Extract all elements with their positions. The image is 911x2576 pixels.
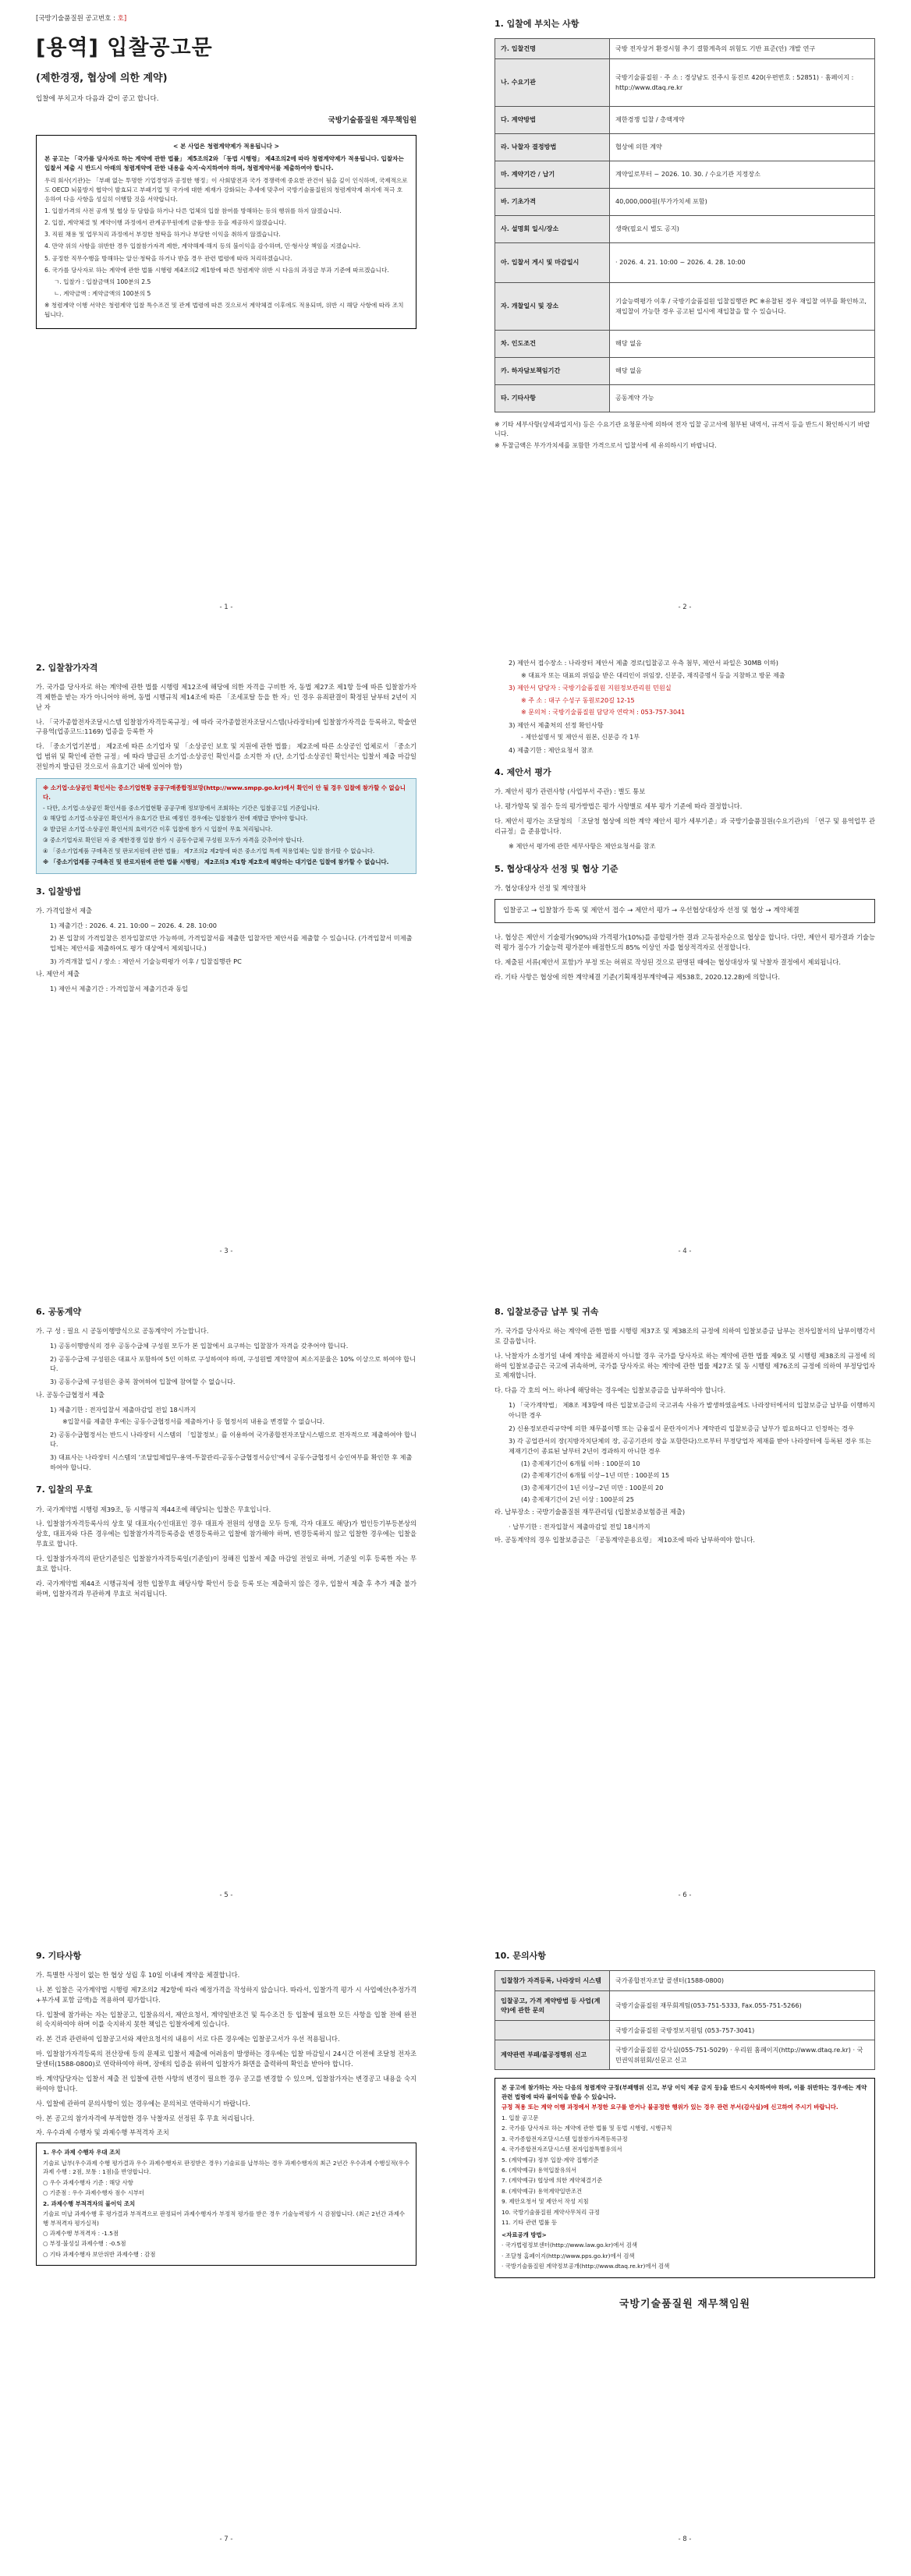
- table-row: [495, 133, 875, 161]
- procedure-box: 입찰공고 → 입찰참가 등록 및 제안서 접수 → 제안서 평가 → 우선협상대상자 선정 및 협상 → 계약체결: [494, 899, 875, 923]
- page-number: - 3 -: [219, 1247, 233, 1255]
- notice-number: [국방기술품질원 공고번호 : 호]: [36, 15, 127, 23]
- table-row: [495, 1990, 875, 2020]
- box-line: ※ 소기업·소상공인 확인서는 중소기업현황 공공구매종합정보망(http://www.smpp.go.kr)에서 확인이 안 될 경우 입찰에 참가할 수 없습니다.: [43, 784, 406, 801]
- row-value: 국방기술품질원 재무회계팀(053-751-5333, Fax.055-751-5266): [610, 1990, 875, 2020]
- row-key: 카. 하자담보책임기간: [495, 357, 610, 384]
- list-item: 다. 제안서 평가는 조달청의 「조달청 협상에 의한 계약 제안서 평가 세부기준」과 국방기술품질원(수요기관)의 「연구 및 용역업무 관리규정」을 준용합니다.: [494, 817, 875, 835]
- box-line: 6. 국가를 당사자로 하는 계약에 관한 법률 시행령 제4조의2 제1항에 따른 청렴계약 위반 시 다음의 과징금 부과 기준에 따르겠습니다.: [44, 266, 389, 274]
- page-number: - 8 -: [678, 2535, 692, 2543]
- table-row: [495, 2020, 875, 2040]
- box-line: · 국방기술품질원 계약정보공개(http://www.dtaq.re.kr)에서 검색: [502, 2263, 670, 2270]
- page-1: [16, 0, 437, 624]
- list-item: ※ 문의처 : 국방기술품질원 담당자 연락처 : 053-757-3041: [521, 709, 686, 717]
- list-item: 가. 제안서 평가 관련사항 (사업부서 주관) : 별도 통보: [494, 787, 646, 796]
- list-item: 3) 가격개찰 일시 / 장소 : 제안서 기술능력평가 이후 / 입찰집행관 PC: [50, 957, 242, 965]
- section-heading: 1. 입찰에 부치는 사항: [494, 19, 580, 29]
- row-value: 40,000,000원(부가가치세 포함): [610, 188, 875, 215]
- list-item: 라. 본 건과 관련하여 입찰공고서와 제안요청서의 내용이 서로 다른 경우에는 입찰공고서가 우선 적용됩니다.: [36, 2035, 340, 2043]
- intro-text: 입찰에 부치고자 다음과 같이 공고 합니다.: [36, 95, 159, 104]
- box-line: 3. 직원 채용 및 업무처리 과정에서 부정한 청탁을 하거나 부당한 이익을 취하지 않겠습니다.: [44, 231, 281, 239]
- sme-notice-box: [36, 778, 417, 874]
- row-key: 사. 설명회 일시/장소: [495, 215, 610, 242]
- list-item: 나. 협상은 제안서 기술평가(90%)와 가격평가(10%)를 종합평가한 결과 고득점자순으로 협상을 합니다. 다만, 제안서 평가결과 기술능력 평가 점수가 기술능력 평가분야 배점한도의 85% 이상인 자를 협상적격자로 선정합니다.: [494, 933, 875, 951]
- box-line: <자료공개 방법>: [502, 2231, 547, 2238]
- list-item: 다. 입찰참가자격의 판단기준일은 입찰참가자격등록일(기준일)이 정해진 입찰서 제출 마감일 전일로 하며, 기준일 이후 등록한 자는 무효로 합니다.: [36, 1554, 417, 1573]
- table-row: [495, 1971, 875, 1991]
- page-number: - 1 -: [219, 603, 233, 611]
- page-6: [474, 1288, 895, 1912]
- list-item: 4) 제출기한 : 제안요청서 참조: [509, 745, 594, 754]
- row-key: 바. 기초가격: [495, 188, 610, 215]
- table-row: [495, 2040, 875, 2070]
- row-value: 해당 없음: [610, 330, 875, 357]
- contact-table: [494, 1970, 875, 2070]
- list-item: (2) 총제재기간이 6개월 이상~1년 미만 : 100분의 15: [521, 1472, 670, 1480]
- box-line: 4. 국가종합전자조달시스템 전자입찰특별유의서: [502, 2146, 622, 2153]
- list-item: 3) 각 공업관서의 장(지방자치단체의 장, 공공기관의 장을 포함한다)으로부터 부정당업자 제재를 받아 나라장터에 등록된 경우 또는 제재기간이 종료된 날부터 2년이 경과하지 아니한 경우: [509, 1437, 872, 1456]
- list-item: - 제안설명서 및 제안서 원본, 신분증 각 1부: [521, 734, 640, 741]
- table-row: [495, 384, 875, 412]
- list-item: ※ 주 소 : 대구 수성구 동원로20길 12-15: [521, 696, 635, 704]
- list-item: 나. 낙찰자가 소정기일 내에 계약을 체결하지 아니할 경우 국가를 당사자로 하는 계약에 관한 법률 제9조 및 시행령 제38조의 규정에 의하여 입찰보증금은 국고에 귀속하며, 국가를 당사자로 하는 계약에 관한 법률 제27조 및 동 시행령 제76조의 규정에 의하여 부정당업자로 제재합니다.: [494, 1351, 875, 1380]
- list-item: 나. 본 입찰은 국가계약법 시행령 제7조의2 제2항에 따라 예정가격을 작성하지 않습니다. 따라서, 입찰가격 평가 시 사업예산(추정가격+부가세 포함 금액)을 적용하여 평가합니다.: [36, 1985, 417, 2004]
- list-item: 가. 국가계약법 시행령 제39조, 동 시행규칙 제44조에 해당되는 입찰은 무효입니다.: [36, 1505, 271, 1513]
- table-row: [495, 242, 875, 282]
- box-line: 2. 국가를 당사자로 하는 계약에 관한 법률 및 동법 시행령, 시행규칙: [502, 2125, 672, 2132]
- title-tag: [용역]: [36, 36, 99, 61]
- note: ※ 기타 세부사항(상세과업지서) 등은 수요기관 요청문서에 의하여 전자 입찰 공고서에 첨부된 내역서, 규격서 등을 반드시 확인하시기 바랍니다.: [494, 420, 870, 437]
- list-item: ※입찰서를 제출한 후에는 공동수급협정서를 제출하거나 등 협정서의 내용을 변경할 수 없습니다.: [62, 1418, 325, 1426]
- row-key: 입찰참가 자격등록, 나라장터 시스템: [495, 1971, 610, 1991]
- row-value: 계약일로부터 ~ 2026. 10. 30. / 수요기관 지정장소: [610, 161, 875, 188]
- page-5: [16, 1288, 437, 1912]
- row-key: 입찰공고, 가격 계약방법 등 사업(계약)에 관한 문의: [495, 1990, 610, 2020]
- list-item: 아. 본 공고의 참가자격에 부적합한 경우 낙찰자로 선정된 후 무효 처리됩니다.: [36, 2114, 255, 2122]
- contractor-policy-box: [36, 2143, 417, 2266]
- list-item: 가. 국가를 당사자로 하는 계약에 관한 법률 시행령 제37조 및 제38조의 규정에 의하여 입찰보증금 납부는 전자입찰서의 납부이행각서로 갈음합니다.: [494, 1327, 875, 1345]
- box-line: 1. 입찰가격의 사전 공개 및 협상 등 담합을 하거나 다른 업체의 입찰 참여를 방해하는 등의 행위를 하지 않겠습니다.: [44, 207, 342, 215]
- box-line: 8. (계약예규) 용역계약일반조건: [502, 2187, 583, 2195]
- row-value: 국방기술품질원 국방정보지원팀 (053-757-3041): [610, 2020, 875, 2040]
- page-7: [16, 1932, 437, 2556]
- table-row: [495, 215, 875, 242]
- section-heading: 7. 입찰의 무효: [36, 1484, 93, 1495]
- box-line: 본 공고는 「국가를 당사자로 하는 계약에 관한 법률」 제5조의2와 「동법 시행령」 제4조의2에 따라 청렴계약제가 적용됩니다. 입찰자는 입찰서 제출 시 반드시 아래의 청렴계약에 관한 내용을 숙지·숙지하여야 하며, 청렴계약서를 제출하여야 합니다.: [44, 155, 404, 172]
- section-heading: 6. 공동계약: [36, 1307, 82, 1317]
- section-heading: 4. 제안서 평가: [494, 767, 551, 778]
- list-item: 나. 「국가종합전자조달시스템 입찰참가자격등록규정」에 따라 국가종합전자조달시스템(나라장터)에 입찰참가자격을 등록하고, 학술연구용역(업종코드:1169) 업종을 등록한 자: [36, 717, 417, 736]
- integrity-contract-box: [36, 135, 417, 329]
- list-item: 1) 「국가계약법」 제8조 제3항에 따른 입찰보증금의 국고귀속 사유가 발생하였음에도 나라장터에서의 입찰보증금 납부를 이행하지 아니한 경우: [509, 1401, 875, 1419]
- box-line: ㄱ. 입찰가 : 입찰금액의 100분의 2.5: [54, 278, 151, 285]
- table-row: [495, 282, 875, 330]
- list-item: 3) 공동수급체 구성원은 중복 참여하여 입찰에 참여할 수 없습니다.: [50, 1378, 236, 1386]
- page-title: [36, 32, 417, 65]
- box-line: 11. 기타 관련 법률 등: [502, 2219, 558, 2227]
- row-key: [495, 2020, 610, 2040]
- box-line: 5. (계약예규) 정부 입찰·계약 집행기준: [502, 2156, 599, 2164]
- section-heading: 10. 문의사항: [494, 1951, 546, 1961]
- list-item: 다. 입찰에 참가하는 자는 입찰공고, 입찰유의서, 제안요청서, 계약일반조건 및 특수조건 등 입찰에 필요한 모든 사항을 입찰 전에 완전히 숙지하여야 하며 이를 숙지하지 못한 책임은 입찰자에게 있습니다.: [36, 2010, 417, 2029]
- box-line: ※ 「중소기업제품 구매촉진 및 판로지원에 관한 법률 시행령」 제2조의3 제1항 제2호에 해당하는 대기업은 입찰에 참가할 수 없습니다.: [43, 858, 389, 865]
- row-value: 협상에 의한 계약: [610, 133, 875, 161]
- box-line: 2. 과제수행 부적격자의 불이익 조치: [43, 2199, 136, 2207]
- row-key: 자. 개찰일시 및 장소: [495, 282, 610, 330]
- section-heading: 8. 입찰보증금 납부 및 귀속: [494, 1307, 599, 1317]
- box-line: · 국가법령정보센터(http://www.law.go.kr)에서 검색: [502, 2242, 637, 2249]
- box-line: 본 공고에 참가하는 자는 다음의 청렴계약 규정(부패행위 신고, 부당 이익 제공 금지 등)을 반드시 숙지하여야 하며, 이를 위반하는 경우에는 계약 관련 법령에 따라 불이익을 받을 수 있습니다.: [502, 2084, 867, 2100]
- box-line: ④ 「중소기업제품 구매촉진 및 판로지원에 관한 법률」 제7조의2 제2항에 따른 중소기업 특례 적용업체는 입찰 참가할 수 없습니다.: [43, 847, 375, 855]
- list-item: 1) 제출기한 : 전자입찰서 제출마감일 전일 18시까지: [50, 1405, 197, 1414]
- box-line: 6. (계약예규) 용역입찰유의서: [502, 2166, 577, 2174]
- list-item: 바. 계약담당자는 입찰서 제출 전 입찰에 관한 사항의 변경이 필요한 경우 공고를 변경할 수 있으며, 입찰참가자는 변경공고 내용을 숙지하여야 합니다.: [36, 2074, 417, 2093]
- row-value: 국가종합전자조달 콜센터(1588-0800): [610, 1971, 875, 1991]
- row-value: 제한경쟁 입찰 / 총액계약: [610, 106, 875, 133]
- row-value: 국방 전자상거 환경시험 추기 결함계측의 위험도 기반 표준(안) 개발 연구: [610, 39, 875, 59]
- box-line: ○ 기타 과제수행자 보안위반 과제수행 : 감점: [43, 2250, 156, 2258]
- list-item: 나. 입찰참가자격등록사의 상호 및 대표자(수인대표인 경우 대표자 전원의 성명을 모두 등재, 각자 대표도 해당)가 법인등기부등본상의 상호, 대표자와 다른 경우에는 입찰참가자격등록증을 변경등록하고 입찰에 참가해야 하며, 변경등록하지 않고 입찰한 경우에는 입찰을 무효로 합니다.: [36, 1520, 417, 1548]
- bid-info-table: [494, 38, 875, 412]
- list-item: 다. 「중소기업기본법」 제2조에 따른 소기업자 및 「소상공인 보호 및 지원에 관한 법률」 제2조에 따른 소상공인 업체로서 「중소기업 범위 및 확인에 관한 규정」에 따라 발급된 소기업·소상공인 확인서를 소지한 자 (단, 소기업·소상공인 확인서는 입찰서 제출 마감일 전일까지 발급된 것으로서 유효기간 내에 있어야 함): [36, 742, 417, 771]
- row-key: 다. 계약방법: [495, 106, 610, 133]
- list-item: 3) 제안서 담당자 : 국방기술품질원 지원정보관리원 민원실: [509, 684, 672, 692]
- list-item: 가. 국가를 당사자로 하는 계약에 관한 법률 시행령 제12조에 해당에 의한 자격을 구비한 자, 동법 제27조 제1항 등에 따른 입찰참가자격 제한을 받는 자가 아니어야 하며, 동법 시행규칙 제14조에 따른 「조세포탈 등을 한 자」인 경우 유죄판결이 확정된 날부터 2년이 지난 자: [36, 683, 417, 711]
- list-item: 가. 특별한 사정이 없는 한 협상 성립 후 10일 이내에 계약을 체결합니다.: [36, 1971, 240, 1980]
- list-item: 1) 제안서 제출기간 : 가격입찰서 제출기간과 동일: [50, 985, 189, 993]
- list-item: 라. 납부장소 : 국방기술품질원 재무관리팀 (입찰보증보험증권 제출): [494, 1508, 686, 1516]
- table-row: [495, 58, 875, 106]
- row-key: 가. 입찰건명: [495, 39, 610, 59]
- box-line: 9. 제안요청서 및 제안서 작성 지침: [502, 2198, 589, 2206]
- list-item: 사. 입찰에 관하여 문의사항이 있는 경우에는 문의처로 연락하시기 바랍니다.: [36, 2099, 250, 2107]
- list-item: 2) 공동수급체 구성원은 대표사 포함하여 5인 이하로 구성하여야 하며, 구성원별 계약참여 최소지분율은 10% 이상으로 하여야 합니다.: [50, 1354, 416, 1373]
- box-line: 1. 우수 과제 수행자 우대 조치: [43, 2149, 121, 2157]
- box-line: 기술료 미납 과제수행 후 평가결과 부적격으로 판정되어 과제수행자가 부정적 평가를 받은 경우 기술능력평가 시 감점합니다. (최근 2년간 과제수행 부적격자 평가실적): [43, 2210, 405, 2227]
- list-item: · 납부기한 : 전자입찰서 제출마감일 전일 18시까지: [509, 1523, 650, 1531]
- note: ※ 투찰금액은 부가가치세를 포함한 가격으로서 입찰서에 세 유의하시기 바랍니다.: [494, 442, 717, 450]
- box-line: 3. 국가종합전자조달시스템 입찰참가자격등록규정: [502, 2135, 628, 2143]
- box-line: ○ 기준점 : 우수 과제수행자 점수 시부터: [43, 2189, 145, 2197]
- list-item: 나. 제안서 제출: [36, 970, 80, 978]
- list-item: 나. 공동수급협정서 제출: [36, 1390, 105, 1399]
- list-item: 라. 국가계약법 제44조 시행규칙에 정한 입찰무효 해당사항 확인서 등을 등록 또는 제출하지 않은 경우, 입찰서 제출 후 추가 제출 불가하며, 입찰자격과 무관하게 무효로 처리됩니다.: [36, 1579, 417, 1598]
- list-item: 마. 입찰참가자격등록의 전산장애 등의 문제로 입찰서 제출에 어려움이 발생하는 경우에는 입찰 마감일시 24시간 이전에 조달청 전자조달센터(1588-0800)로 연락하여야 하며, 장애의 입증을 위하여 입찰자가 화면을 출력하여 확인을 받아야 합니다.: [36, 2050, 417, 2068]
- row-key: 라. 낙찰자 결정방법: [495, 133, 610, 161]
- page-number: - 5 -: [219, 1891, 233, 1899]
- table-row: [495, 357, 875, 384]
- box-line: 우리 회사(기관)는 「부패 없는 투명한 기업경영과 공정한 행정」이 사회발전과 국가 경쟁력에 중요한 관건이 됨을 깊이 인식하며, 국제적으로도 OECD 뇌물방지 협약이 발효되고 부패기업 및 국가에 대한 제재가 강화되는 추세에 맞추어 국방기술품질원의 청렴계약제 취지에 적극 호응하여 다음 사항을 성실히 이행할 것을 서약합니다.: [44, 176, 408, 203]
- box-line: - 다만, 소기업·소상공인 확인서를 중소기업현황 공공구매 정보망에서 조회하는 기간은 입찰공고일 기준입니다.: [43, 804, 320, 812]
- box-line: 규정 적용 또는 계약 이행 과정에서 부정한 요구를 받거나 불공정한 행위가 있는 경우 관련 부서(감사실)에 신고하여 주시기 바랍니다.: [502, 2104, 838, 2111]
- box-line: 10. 국방기술품질원 계약사무처리 규정: [502, 2208, 600, 2216]
- row-key: 차. 인도조건: [495, 330, 610, 357]
- issuer: 국방기술품질원 재무책임원: [328, 116, 417, 126]
- section-heading: 2. 입찰참가자격: [36, 663, 98, 673]
- box-line: 기술료 납부(우수과제 수행 평가결과 우수 과제수행자로 판정받은 경우) 기술료를 납부하는 경우 과제수행자의 최근 2년간 우수과제 수행실적(우수과제 수행 : 2점, 보통 : 1점)을 반영합니다.: [43, 2159, 409, 2176]
- list-item: 자. 우수과제 수행자 및 과제수행 부적격자 조치: [36, 2128, 169, 2137]
- list-item: ※ 제안서 평가에 관한 세부사항은 제안요청서를 참조: [509, 841, 656, 850]
- box-line: 1. 입찰 공고문: [502, 2114, 539, 2121]
- page-number: - 6 -: [678, 1891, 692, 1899]
- list-item: (3) 총제재기간이 1년 이상~2년 미만 : 100분의 20: [521, 1484, 664, 1491]
- box-line: 7. (계약예규) 협상에 의한 계약체결기준: [502, 2177, 603, 2185]
- list-item: ※ 대표자 또는 대표의 위임을 받은 대리인이 위임장, 신분증, 재직증명서 등을 지참하고 방문 제출: [521, 671, 785, 679]
- references-box: [494, 2078, 875, 2277]
- box-line: ○ 과제수행 부적격자 : -1.5점: [43, 2229, 119, 2237]
- subtitle: (제한경쟁, 협상에 의한 계약): [36, 73, 168, 85]
- list-item: 가. 협상대상자 선정 및 계약절차: [494, 883, 587, 892]
- row-value: 국방기술품질원 감사실(055-751-5029) · 우리원 홈페이지(http://www.dtaq.re.kr) · 국민권익위원회/신문고 신고: [610, 2040, 875, 2070]
- list-item: 1) 제출기간 : 2026. 4. 21. 10:00 ~ 2026. 4. 28. 10:00: [50, 921, 218, 929]
- list-item: 1) 공동이행방식의 경우 공동수급체 구성원 모두가 본 입찰에서 요구하는 입찰참가 자격을 갖추어야 합니다.: [50, 1341, 349, 1350]
- list-item: 2) 공동수급협정서는 반드시 나라장터 시스템의 「입찰정보」를 이용하여 국가종합전자조달시스템으로 전자적으로 제출하여야 합니다.: [50, 1430, 417, 1449]
- box-line: ③ 중소기업자로 확인된 자 중 제한경쟁 입찰 참가 시 공동수급체 구성원 모두가 자격을 갖추어야 합니다.: [43, 837, 304, 844]
- page-8: [474, 1932, 895, 2556]
- list-item: 다. 제출된 서류(제안서 포함)가 부정 또는 허위로 작성된 것으로 판명된 때에는 협상대상자 및 낙찰자 결정에서 제외됩니다.: [494, 957, 842, 966]
- list-item: 마. 공동계약의 경우 입찰보증금은 「공동계약운용요령」 제10조에 따라 납부하여야 합니다.: [494, 1535, 756, 1544]
- list-item: 가. 구 성 : 필요 시 공동이행방식으로 공동계약이 가능합니다.: [36, 1327, 209, 1336]
- list-item: 3) 제안서 제출처의 선정 확인사항: [509, 720, 604, 729]
- box-line: ○ 우수 과제수행자 기준 : 해당 사항: [43, 2178, 133, 2186]
- title-text: 입찰공고문: [107, 36, 213, 61]
- list-item: 가. 가격입찰서 제출: [36, 906, 93, 915]
- table-row: [495, 188, 875, 215]
- row-key: 타. 기타사항: [495, 384, 610, 412]
- box-line: ※ 청렴계약 이행 서약은 청렴계약 입찰 특수조건 및 관계 법령에 따른 것으로서 계약체결 이후에도 적용되며, 위반 시 해당 사항에 따라 조치됩니다.: [44, 302, 404, 319]
- row-key: 나. 수요기관: [495, 58, 610, 106]
- box-heading: < 본 사업은 청렴계약제가 적용됩니다 >: [173, 143, 279, 150]
- list-item: 3) 대표사는 나라장터 시스템의 '조달업체업무-용역-투찰관리-공동수급협정서승인'에서 공동수급협정서 승인여부를 확인한 후 제출하여야 합니다.: [50, 1453, 413, 1471]
- row-value: 기술능력평가 이후 / 국방기술품질원 입찰집행관 PC ※유찰된 경우 재입찰 여부를 확인하고, 재입찰이 가능한 경우 공고된 일시에 재입찰을 할 수 있습니다.: [610, 282, 875, 330]
- table-row: [495, 161, 875, 188]
- list-item: (4) 총제재기간이 2년 이상 : 100분의 25: [521, 1495, 634, 1503]
- box-line: ② 발급된 소기업·소상공인 확인서의 효력기간 이후 입찰에 참가 시 입찰이 무효 처리됩니다.: [43, 826, 273, 833]
- table-row: [495, 39, 875, 59]
- footer-issuer: 국방기술품질원 재무책임원: [619, 2298, 751, 2310]
- row-key: 계약관련 부패/불공정행위 신고: [495, 2040, 610, 2070]
- box-line: 2. 입찰, 계약체결 및 계약이행 과정에서 관계공무원에게 금품·향응 등을 제공하지 않겠습니다.: [44, 219, 287, 227]
- list-item: 2) 제안서 접수장소 : 나라장터 제안서 제출 경로(입찰공고 우측 첨부, 제안서 파일은 30MB 이하): [509, 659, 778, 667]
- page-number: - 4 -: [678, 1247, 692, 1255]
- row-value: · 2026. 4. 21. 10:00 ~ 2026. 4. 28. 10:00: [610, 242, 875, 282]
- list-item: 나. 평가항목 및 점수 등의 평가방법은 평가 사항별로 세부 평가 기준에 따라 결정합니다.: [494, 802, 743, 811]
- row-value: 해당 없음: [610, 357, 875, 384]
- box-line: ① 해당업 소기업·소상공인 확인서가 유효기간 만료 예정인 경우에는 입찰참가 전에 재발급 받아야 합니다.: [43, 815, 308, 823]
- page-4: [474, 644, 895, 1268]
- page-number: - 2 -: [678, 603, 692, 611]
- list-item: 라. 기타 사항은 협상에 의한 계약체결 기준(기획재정부계약예규 제538호, 2020.12.28)에 의합니다.: [494, 972, 780, 981]
- list-item: 2) 본 입찰의 가격입찰은 전자입찰로만 가능하며, 가격입찰서를 제출한 입찰자만 제안서를 제출할 수 있습니다. (가격입찰서 미제출 업체는 제안서를 제출하여도 평가 대상에서 제외됩니다.): [50, 934, 413, 952]
- row-value: 생략(필요시 별도 공지): [610, 215, 875, 242]
- box-line: 5. 공정한 직무수행을 방해하는 알선·청탁을 하거나 받을 경우 관련 법령에 따라 처리하겠습니다.: [44, 254, 292, 262]
- list-item: 다. 다음 각 호의 어느 하나에 해당하는 경우에는 입찰보증금을 납부하여야 합니다.: [494, 1386, 726, 1395]
- box-line: · 조달청 홈페이지(http://www.pps.go.kr)에서 검색: [502, 2252, 635, 2259]
- page-number: - 7 -: [219, 2535, 233, 2543]
- section-heading: 5. 협상대상자 선정 및 협상 기준: [494, 863, 619, 874]
- page-3: [16, 644, 437, 1268]
- table-row: [495, 106, 875, 133]
- row-key: 아. 입찰서 게시 및 마감일시: [495, 242, 610, 282]
- box-line: ○ 부정·불성실 과제수행 : -0.5점: [43, 2240, 126, 2248]
- box-line: 4. 만약 위의 사항을 위반한 경우 입찰참가자격 제한, 계약해제·해지 등의 불이익을 감수하며, 민·형사상 책임을 지겠습니다.: [44, 242, 361, 250]
- page-2: [474, 0, 895, 624]
- table-row: [495, 330, 875, 357]
- row-key: 마. 계약기간 / 납기: [495, 161, 610, 188]
- list-item: 2) 신용정보관리규약에 의한 채무불이행 또는 금융질서 문란자이거나 계약관리 입찰보증금 납부가 필요하다고 인정하는 경우: [509, 1424, 855, 1432]
- row-value: 국방기술품질원 · 주 소 : 경상남도 진주시 동진로 420(우편번호 : 52851) · 홈페이지 : http://www.dtaq.re.kr: [610, 58, 875, 106]
- section-heading: 9. 기타사항: [36, 1951, 82, 1961]
- section-heading: 3. 입찰방법: [36, 886, 82, 897]
- box-line: ㄴ. 계약금액 : 계약금액의 100분의 5: [54, 290, 151, 298]
- list-item: (1) 총제재기간이 6개월 이하 : 100분의 10: [521, 1460, 640, 1467]
- row-value: 공동계약 가능: [610, 384, 875, 412]
